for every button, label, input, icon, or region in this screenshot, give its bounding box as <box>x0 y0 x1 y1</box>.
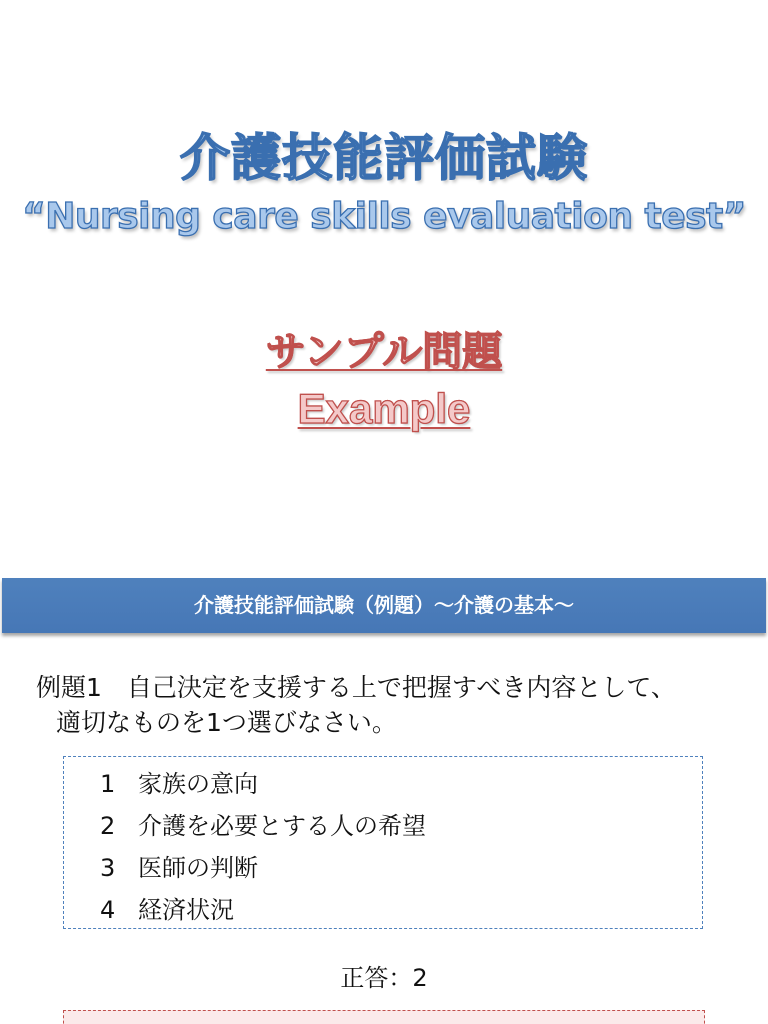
question-line-2: 適切なものを1つ選びなさい。 <box>56 708 397 737</box>
note-box <box>63 1010 705 1024</box>
choice-item <box>100 805 702 847</box>
question-line-1: 例題1 自己決定を支援する上で把握すべき内容として、 <box>36 673 676 702</box>
title-japanese: 介護技能評価試験 <box>180 129 588 187</box>
choices-box <box>63 756 703 929</box>
question-slide <box>0 578 768 1024</box>
choice-number: 1 <box>100 770 116 798</box>
choice-item <box>100 889 702 931</box>
choice-text: 医師の判断 <box>138 854 258 882</box>
choice-text: 家族の意向 <box>138 770 258 798</box>
choice-text: 経済状況 <box>138 896 234 924</box>
choice-item <box>100 847 702 889</box>
sample-heading-japanese: サンプル問題 <box>265 329 503 375</box>
slide-header: 介護技能評価試験（例題）〜介護の基本〜 <box>2 578 766 633</box>
choice-text: 介護を必要とする人の希望 <box>138 812 426 840</box>
choice-number: 4 <box>100 896 116 924</box>
correct-answer: 正答：2 <box>340 964 428 992</box>
choice-number: 2 <box>100 812 116 840</box>
question-text <box>36 670 756 740</box>
choices-list <box>64 757 702 931</box>
choice-number: 3 <box>100 854 116 882</box>
sample-heading-english: Example <box>297 385 471 432</box>
choice-item <box>100 763 702 805</box>
title-english: “Nursing care skills evaluation test” <box>22 196 746 237</box>
